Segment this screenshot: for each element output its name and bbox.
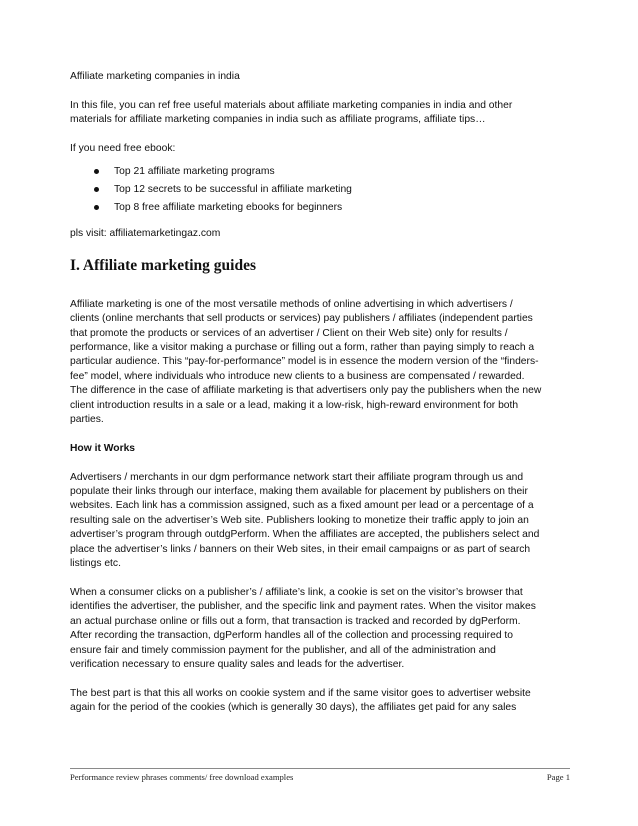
paragraph-line: an actual purchase online or fills out a form, that transaction is tracked and recorded by dgPerform.: [70, 615, 521, 627]
paragraph-line: parties.: [70, 414, 104, 426]
list-item: [70, 199, 570, 217]
list-item: [70, 181, 570, 199]
intro-line: materials for affiliate marketing companies in india such as affiliate programs, affiliate tips…: [70, 114, 486, 126]
list-item-text: Top 12 secrets to be successful in affiliate marketing: [114, 184, 352, 196]
subheading: How it Works: [70, 442, 136, 454]
footer-title: Performance review phrases comments/ free download examples: [70, 772, 294, 782]
section-heading: I. Affiliate marketing guides: [70, 256, 256, 274]
paragraph-line: advertiser’s program through outdgPerform. When the affiliates are accepted, the publishers select and: [70, 529, 540, 541]
page-footer: [70, 768, 570, 782]
list-item-text: Top 8 free affiliate marketing ebooks for beginners: [114, 202, 343, 214]
bullet-icon: [94, 169, 99, 174]
paragraph-line: websites. Each link has a commission assigned, such as a fixed amount per lead or a percentage of a: [70, 500, 534, 512]
paragraph-line: populate their links through our interface, making them available for placement by publishers on their: [70, 486, 528, 498]
paragraph-line: fee” model, where individuals who introduce new clients to a business are compensated / rewarded.: [70, 370, 525, 382]
page-content: [70, 70, 570, 716]
paragraph-line: ensure fair and timely commission payment for the publisher, and all of the administration and: [70, 644, 496, 656]
paragraph-line: The difference in the case of affiliate marketing is that advertisers only pay the publishers when the new: [70, 385, 542, 397]
paragraph-line: clients (online merchants that sell products or services) pay publishers / affiliates (independent parties: [70, 313, 533, 325]
paragraph-line: that promote the products or services of an advertiser / Client on their Web site) only for results /: [70, 327, 508, 339]
page-number: Page 1: [546, 772, 570, 782]
paragraph-line: The best part is that this all works on cookie system and if the same visitor goes to advertiser website: [70, 687, 531, 699]
title-line: Affiliate marketing companies in india: [70, 71, 240, 82]
paragraph-cookie-system: [70, 687, 570, 716]
paragraph-line: verification necessary to ensure quality sales and leads for the advertiser.: [70, 658, 405, 670]
paragraph-how-it-works: [70, 471, 570, 572]
paragraph-line: place the advertiser’s links / banners on their Web sites, in their email campaigns or as part of search: [70, 543, 531, 555]
paragraph-line: identifies the advertiser, the publisher, and the specific link and payment rates. When the visitor makes: [70, 601, 536, 613]
list-item: [70, 163, 570, 181]
paragraph-line: When a consumer clicks on a publisher’s / affiliate’s link, a cookie is set on the visitor’s browser that: [70, 586, 523, 598]
paragraph-line: After recording the transaction, dgPerform handles all of the collection and processing required to: [70, 630, 514, 642]
paragraph-consumer-click: [70, 586, 570, 672]
paragraph-line: Affiliate marketing is one of the most versatile methods of online advertising in which advertisers /: [70, 298, 513, 310]
ebook-prompt: If you need free ebook:: [70, 143, 176, 154]
intro-line: In this file, you can ref free useful materials about affiliate marketing companies in india and other: [70, 99, 513, 111]
bullet-icon: [94, 187, 99, 192]
paragraph-line: resulting sale on the advertiser’s Web site. Publishers looking to monetize their traffic apply to join an: [70, 514, 529, 526]
intro-paragraph: [70, 99, 570, 128]
paragraph-line: performance, like a visitor making a purchase or filling out a form, rather than paying simply to reach a: [70, 342, 535, 354]
list-item-text: Top 21 affiliate marketing programs: [114, 166, 275, 178]
paragraph-line: particular audience. This “pay-for-performance” model is in essence the modern version of the “finders-: [70, 356, 539, 368]
paragraph-line: again for the period of the cookies (which is generally 30 days), the affiliates get paid for any sales: [70, 702, 517, 714]
paragraph-line: client introduction results in a sale or a lead, making it a low-risk, high-reward environment for both: [70, 399, 519, 411]
bullet-icon: [94, 205, 99, 210]
ebook-list: [70, 163, 570, 217]
paragraph-line: listings etc.: [70, 558, 121, 570]
paragraph-line: Advertisers / merchants in our dgm performance network start their affiliate program through us and: [70, 471, 524, 483]
visit-line: pls visit: affiliatemarketingaz.com: [70, 228, 221, 240]
paragraph-affiliate-marketing: [70, 298, 570, 428]
